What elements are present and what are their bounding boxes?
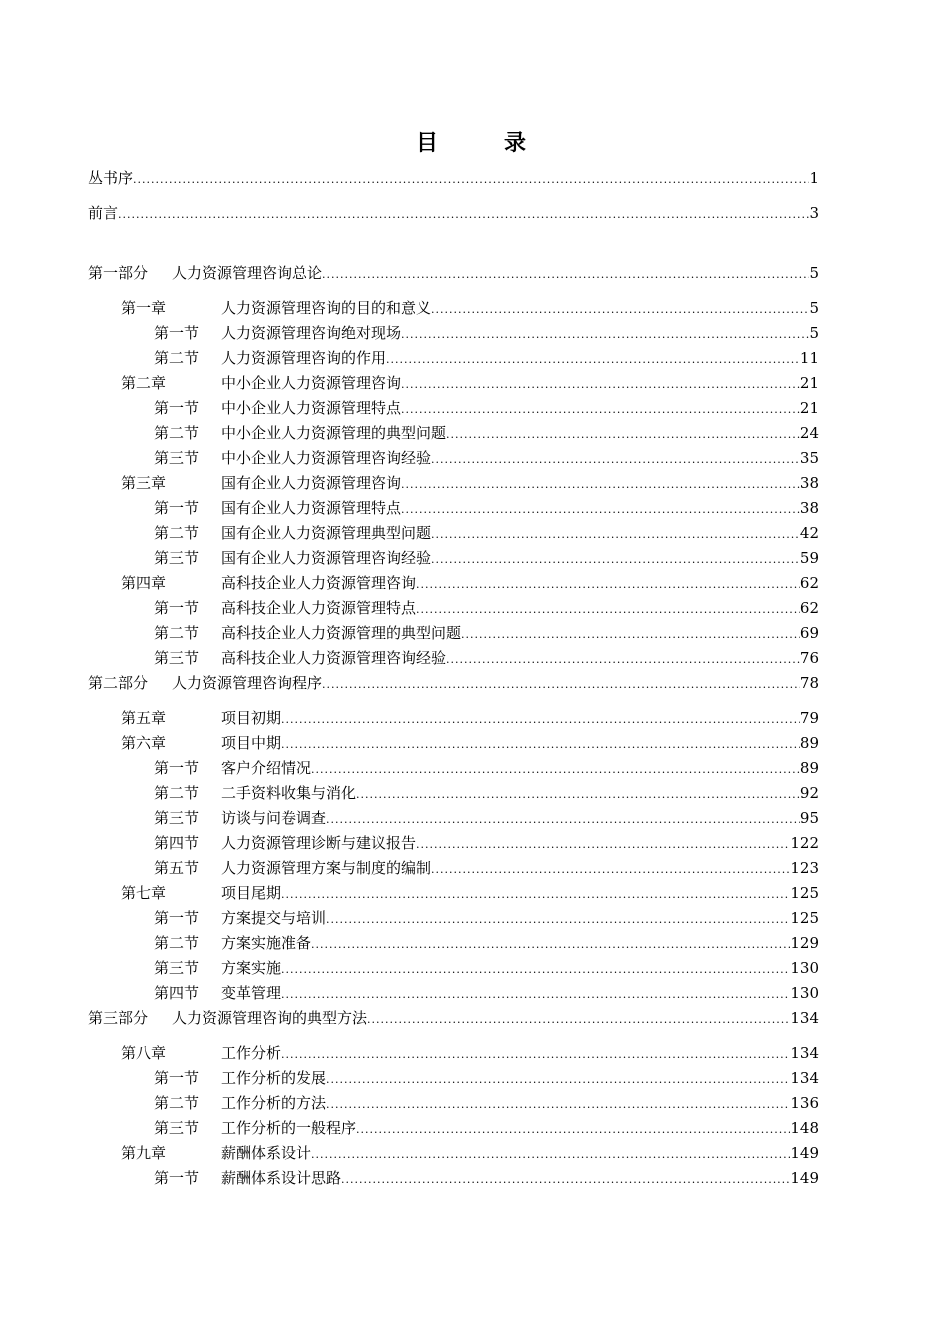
toc-entry-section <box>88 321 819 346</box>
dot-leader <box>281 1042 790 1067</box>
dot-leader <box>367 1007 790 1032</box>
toc-entry-page: 136 <box>790 1094 819 1112</box>
dot-leader <box>446 422 800 447</box>
toc-entry-front <box>88 201 819 226</box>
toc-entry-title: 方案实施 <box>221 959 282 977</box>
toc-entry-number: 第一节 <box>154 499 200 517</box>
dot-leader <box>281 882 790 907</box>
toc-entry-page: 149 <box>790 1144 819 1162</box>
toc-entry-title: 中小企业人力资源管理咨询经验 <box>221 449 432 467</box>
toc-entry-number: 第四章 <box>121 574 167 592</box>
toc-entry-number: 第四节 <box>154 834 200 852</box>
dot-leader <box>446 647 800 672</box>
toc-entry-number: 第四节 <box>154 984 200 1002</box>
toc-entry-number: 第二章 <box>121 374 167 392</box>
page-title: 目 录 <box>415 130 548 156</box>
toc-entry-chapter <box>88 706 819 731</box>
toc-entry-title: 薪酬体系设计 <box>221 1144 312 1162</box>
toc-entry-number: 第三节 <box>154 809 200 827</box>
toc-entry-title: 变革管理 <box>221 984 282 1002</box>
toc-entry-front <box>88 166 819 191</box>
toc-entry-number: 第二部分 <box>88 674 149 692</box>
toc-entry-title: 项目初期 <box>221 709 282 727</box>
toc-entry-page: 62 <box>799 574 819 592</box>
dot-leader <box>281 957 790 982</box>
toc-entry-number: 第九章 <box>121 1144 167 1162</box>
dot-leader <box>281 732 800 757</box>
dot-leader <box>326 1067 790 1092</box>
toc-entry-section <box>88 756 819 781</box>
toc-entry-title: 人力资源管理方案与制度的编制 <box>221 859 432 877</box>
toc-entry-number: 第二节 <box>154 524 200 542</box>
dot-leader <box>431 547 800 572</box>
dot-leader <box>281 707 800 732</box>
toc-entry-section <box>88 396 819 421</box>
toc-entry-number: 第三节 <box>154 1119 200 1137</box>
toc-entry-page: 3 <box>809 204 819 222</box>
toc-entry-chapter <box>88 731 819 756</box>
toc-entry-title: 工作分析的一般程序 <box>221 1119 357 1137</box>
toc-entry-number: 第一节 <box>154 1069 200 1087</box>
toc-entry-number: 第一节 <box>154 399 200 417</box>
toc-entry-page: 5 <box>809 264 819 282</box>
dot-leader <box>322 672 800 697</box>
toc-entry-part <box>88 1006 819 1031</box>
toc-entry-number: 第一节 <box>154 324 200 342</box>
toc-entry-chapter <box>88 371 819 396</box>
toc-spacer <box>88 226 819 261</box>
dot-leader <box>431 447 800 472</box>
toc-entry-number: 第一章 <box>121 299 167 317</box>
dot-leader <box>356 1117 790 1142</box>
toc-entry-number: 第二节 <box>154 784 200 802</box>
toc-entry-title: 国有企业人力资源管理特点 <box>221 499 402 517</box>
toc-entry-page: 76 <box>799 649 819 667</box>
dot-leader <box>431 522 800 547</box>
dot-leader <box>311 932 790 957</box>
toc-spacer <box>88 286 819 296</box>
toc-entry-title: 二手资料收集与消化 <box>221 784 357 802</box>
dot-leader <box>386 347 800 372</box>
toc-entry-number: 第七章 <box>121 884 167 902</box>
toc-entry-chapter <box>88 1041 819 1066</box>
toc-entry-number: 第一节 <box>154 759 200 777</box>
toc-entry-title: 薪酬体系设计思路 <box>221 1169 342 1187</box>
toc-entry-number: 第三部分 <box>88 1009 149 1027</box>
toc-entry-title: 人力资源管理咨询程序 <box>172 674 323 692</box>
toc-entry-page: 134 <box>790 1009 819 1027</box>
toc-entry-section <box>88 1116 819 1141</box>
toc-entry-page: 134 <box>790 1044 819 1062</box>
toc-entry-section <box>88 906 819 931</box>
toc-entry-number: 第一部分 <box>88 264 149 282</box>
toc-entry-title: 客户介绍情况 <box>221 759 312 777</box>
toc-entry-section <box>88 956 819 981</box>
toc-entry-page: 21 <box>799 399 819 417</box>
dot-leader <box>416 572 800 597</box>
toc-entry-page: 123 <box>790 859 819 877</box>
dot-leader <box>431 297 809 322</box>
toc-entry-section <box>88 1091 819 1116</box>
toc-entry-section <box>88 346 819 371</box>
toc-entry-title: 人力资源管理咨询总论 <box>172 264 323 282</box>
toc-entry-title: 中小企业人力资源管理咨询 <box>221 374 402 392</box>
toc-entry-section <box>88 781 819 806</box>
toc-entry-part <box>88 671 819 696</box>
toc-entry-chapter <box>88 471 819 496</box>
toc-entry-title: 人力资源管理咨询的作用 <box>221 349 387 367</box>
toc-entry-number: 第二节 <box>154 624 200 642</box>
toc-entry-section <box>88 831 819 856</box>
toc-entry-section <box>88 521 819 546</box>
toc-entry-number: 第八章 <box>121 1044 167 1062</box>
toc-entry-number: 第二节 <box>154 424 200 442</box>
toc-entry-page: 134 <box>790 1069 819 1087</box>
toc-entry-number: 第二节 <box>154 349 200 367</box>
dot-leader <box>461 622 800 647</box>
toc-entry-page: 78 <box>799 674 819 692</box>
toc-entry-title: 方案提交与培训 <box>221 909 327 927</box>
dot-leader <box>281 982 790 1007</box>
toc-entry-title: 高科技企业人力资源管理的典型问题 <box>221 624 462 642</box>
toc-entry-section <box>88 981 819 1006</box>
toc-entry-title: 项目中期 <box>221 734 282 752</box>
toc-entry-title: 人力资源管理咨询绝对现场 <box>221 324 402 342</box>
toc-entry-number: 第一节 <box>154 909 200 927</box>
toc-entry-title: 高科技企业人力资源管理咨询经验 <box>221 649 447 667</box>
toc-entry-title: 项目尾期 <box>221 884 282 902</box>
toc-entry-section <box>88 931 819 956</box>
toc-entry-title: 人力资源管理咨询的典型方法 <box>172 1009 368 1027</box>
toc-entry-page: 79 <box>799 709 819 727</box>
toc-entry-page: 24 <box>799 424 819 442</box>
toc-entry-title: 工作分析的发展 <box>221 1069 327 1087</box>
toc-entry-title: 访谈与问卷调查 <box>221 809 327 827</box>
toc-entry-page: 89 <box>799 759 819 777</box>
dot-leader <box>118 202 809 227</box>
toc-entry-section <box>88 446 819 471</box>
toc-entry-page: 125 <box>790 884 819 902</box>
toc-entry-section <box>88 1066 819 1091</box>
dot-leader <box>401 472 800 497</box>
toc-spacer <box>88 1031 819 1041</box>
toc-entry-title: 高科技企业人力资源管理咨询 <box>221 574 417 592</box>
dot-leader <box>416 832 790 857</box>
toc-spacer <box>88 191 819 201</box>
toc-entry-section <box>88 421 819 446</box>
toc-entry-page: 149 <box>790 1169 819 1187</box>
dot-leader <box>311 1142 790 1167</box>
toc-entry-page: 59 <box>799 549 819 567</box>
toc-entry-page: 35 <box>799 449 819 467</box>
toc-entry-section <box>88 621 819 646</box>
toc-entry-number: 第三节 <box>154 959 200 977</box>
dot-leader <box>326 807 800 832</box>
toc-entry-chapter <box>88 296 819 321</box>
toc-spacer <box>88 696 819 706</box>
toc-entry-number: 第五章 <box>121 709 167 727</box>
toc-entry-number: 第六章 <box>121 734 167 752</box>
toc-entry-chapter <box>88 881 819 906</box>
toc-entry-section <box>88 646 819 671</box>
toc-entry-page: 125 <box>790 909 819 927</box>
toc-entry-title: 前言 <box>88 204 119 222</box>
dot-leader <box>416 597 800 622</box>
toc-entry-section <box>88 1166 819 1191</box>
dot-leader <box>322 262 809 287</box>
toc-entry-number: 第三节 <box>154 549 200 567</box>
toc-entry-title: 国有企业人力资源管理咨询 <box>221 474 402 492</box>
dot-leader <box>401 497 800 522</box>
dot-leader <box>326 907 790 932</box>
toc-entry-title: 高科技企业人力资源管理特点 <box>221 599 417 617</box>
toc-entry-page: 92 <box>799 784 819 802</box>
toc-entry-page: 5 <box>809 299 819 317</box>
toc-entry-title: 国有企业人力资源管理典型问题 <box>221 524 432 542</box>
dot-leader <box>341 1167 790 1192</box>
toc-entry-page: 62 <box>799 599 819 617</box>
toc-entry-page: 38 <box>799 474 819 492</box>
dot-leader <box>431 857 790 882</box>
toc-entry-title: 丛书序 <box>88 169 134 187</box>
toc-entry-page: 89 <box>799 734 819 752</box>
toc-entry-section <box>88 496 819 521</box>
toc-entry-page: 38 <box>799 499 819 517</box>
toc-entry-number: 第一节 <box>154 1169 200 1187</box>
toc-entry-number: 第一节 <box>154 599 200 617</box>
toc-entry-section <box>88 546 819 571</box>
toc-entry-chapter <box>88 1141 819 1166</box>
toc-entry-title: 中小企业人力资源管理特点 <box>221 399 402 417</box>
toc-entry-section <box>88 596 819 621</box>
toc-entry-title: 工作分析的方法 <box>221 1094 327 1112</box>
toc-entry-title: 人力资源管理咨询的目的和意义 <box>221 299 432 317</box>
dot-leader <box>401 397 800 422</box>
toc-entry-title: 工作分析 <box>221 1044 282 1062</box>
toc-entry-number: 第三章 <box>121 474 167 492</box>
toc-entry-page: 130 <box>790 959 819 977</box>
toc-entry-chapter <box>88 571 819 596</box>
toc-entry-page: 69 <box>799 624 819 642</box>
toc-entry-section <box>88 806 819 831</box>
toc-entry-title: 国有企业人力资源管理咨询经验 <box>221 549 432 567</box>
dot-leader <box>356 782 800 807</box>
dot-leader <box>401 322 809 347</box>
toc-entry-page: 1 <box>809 169 819 187</box>
toc-entry-title: 人力资源管理诊断与建议报告 <box>221 834 417 852</box>
toc-entry-part <box>88 261 819 286</box>
toc-entry-title: 中小企业人力资源管理的典型问题 <box>221 424 447 442</box>
toc-entry-number: 第三节 <box>154 649 200 667</box>
toc-entry-page: 5 <box>809 324 819 342</box>
toc-entry-number: 第二节 <box>154 934 200 952</box>
dot-leader <box>133 167 809 192</box>
toc-entry-section <box>88 856 819 881</box>
toc-entry-number: 第三节 <box>154 449 200 467</box>
toc-entry-page: 129 <box>790 934 819 952</box>
toc-entry-title: 方案实施准备 <box>221 934 312 952</box>
toc-entry-page: 42 <box>799 524 819 542</box>
dot-leader <box>311 757 800 782</box>
dot-leader <box>401 372 800 397</box>
toc-entry-page: 95 <box>799 809 819 827</box>
toc-entry-page: 130 <box>790 984 819 1002</box>
table-of-contents <box>88 166 819 1191</box>
toc-entry-page: 11 <box>799 349 819 367</box>
toc-entry-page: 21 <box>799 374 819 392</box>
toc-entry-number: 第五节 <box>154 859 200 877</box>
dot-leader <box>326 1092 790 1117</box>
toc-entry-page: 122 <box>790 834 819 852</box>
toc-entry-page: 148 <box>790 1119 819 1137</box>
toc-entry-number: 第二节 <box>154 1094 200 1112</box>
